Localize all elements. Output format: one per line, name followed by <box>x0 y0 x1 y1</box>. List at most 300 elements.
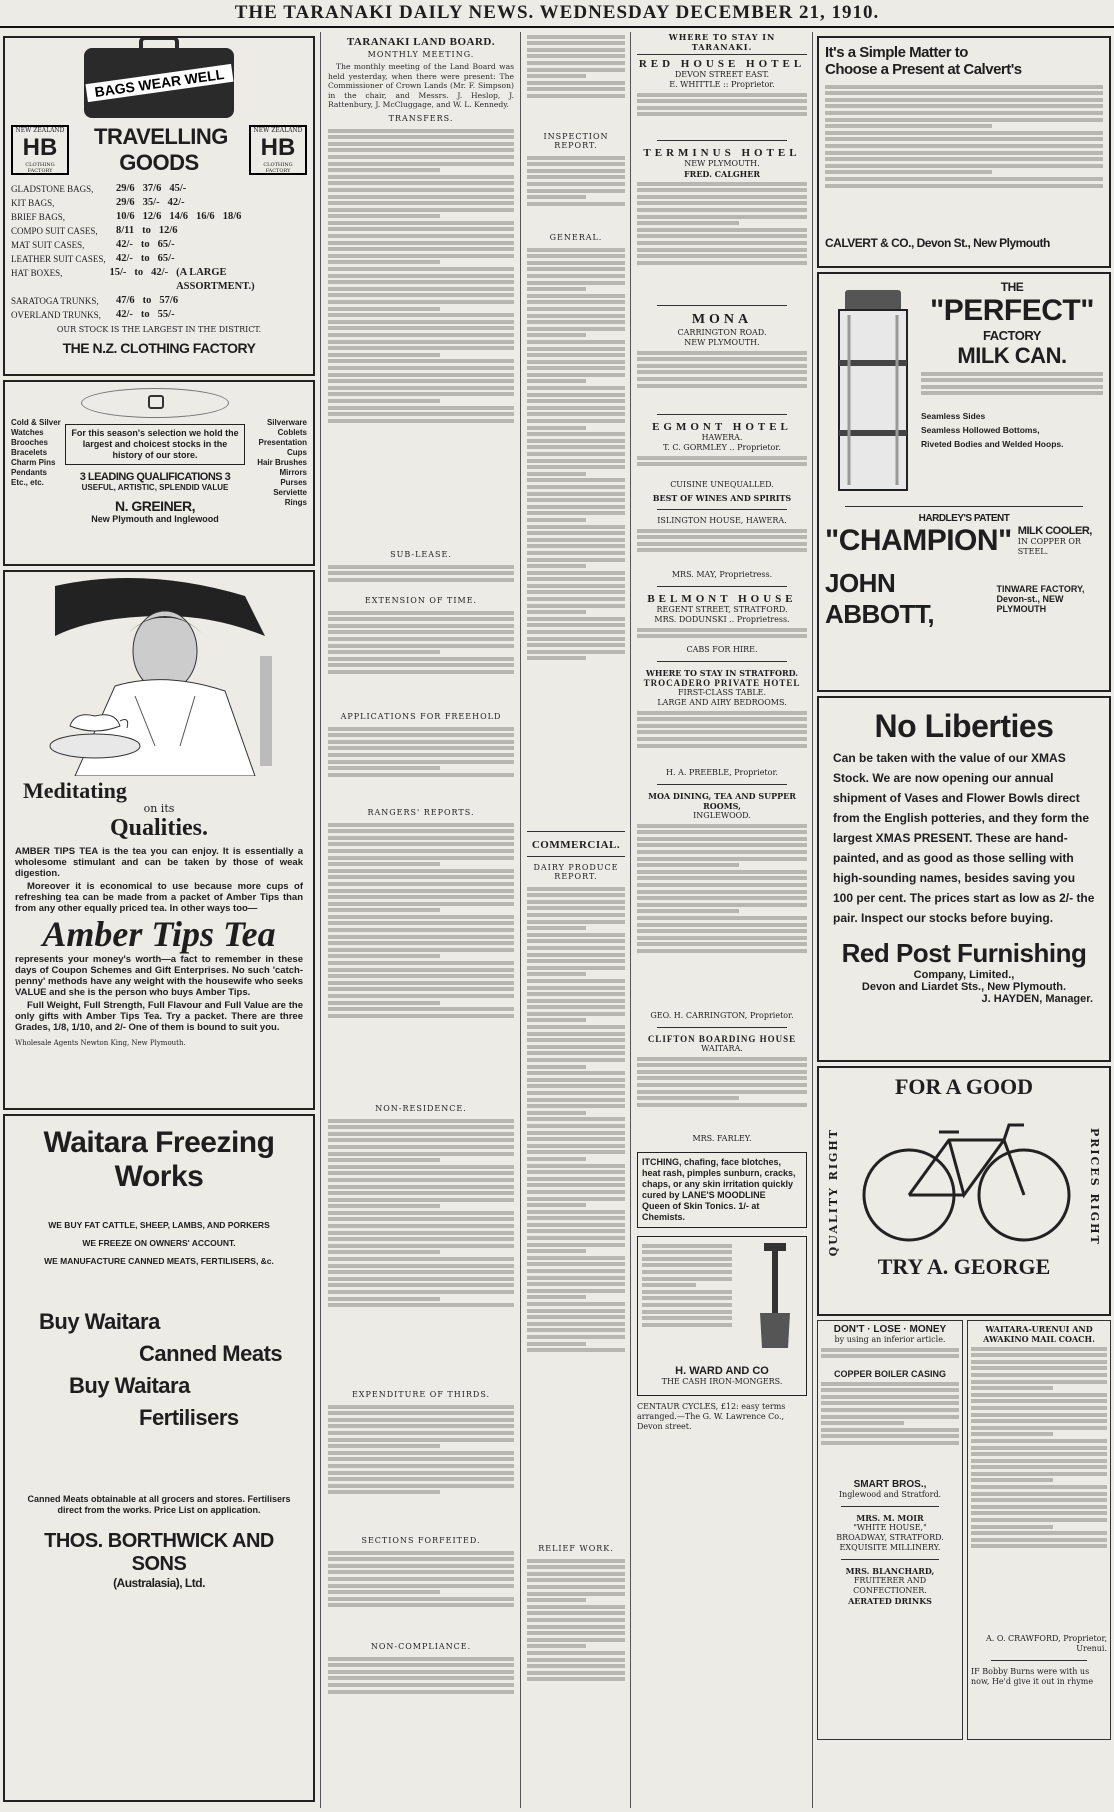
text-line <box>971 1538 1107 1542</box>
waitara-title-1: Waitara Freezing <box>43 1126 275 1159</box>
text-line <box>527 169 625 173</box>
heading-nonresidence: NON-RESIDENCE. <box>375 1103 467 1113</box>
text-line <box>328 981 514 985</box>
copper-boiler: COPPER BOILER CASING <box>833 1369 946 1379</box>
column-4 <box>634 32 810 1808</box>
bracelet-icon <box>81 388 229 418</box>
heading-transfers: TRANSFERS. <box>388 113 454 123</box>
text-line <box>328 1158 440 1162</box>
text-line <box>328 1603 514 1607</box>
text-line <box>328 412 514 416</box>
calvert-ad <box>817 36 1111 268</box>
text-line <box>642 1316 732 1320</box>
text-line <box>328 928 514 932</box>
text-line <box>825 164 1103 168</box>
abbott-name: JOHN ABBOTT, <box>825 568 935 629</box>
text-line <box>527 340 625 344</box>
text-line <box>642 1283 696 1287</box>
greiner-item: Pendants <box>11 468 48 477</box>
text-line <box>637 1103 807 1107</box>
cuisine: CUISINE UNEQUALLED. <box>670 480 774 489</box>
text-line <box>637 628 807 632</box>
text-line <box>328 300 514 304</box>
nz-clothing-ad <box>3 36 315 376</box>
text-line <box>527 939 625 943</box>
text-line <box>527 630 625 634</box>
text-line <box>328 1551 514 1555</box>
text-line <box>527 1018 586 1022</box>
text-line <box>328 895 514 899</box>
text-line <box>821 1428 959 1432</box>
carrington: GEO. H. CARRINGTON, Proprietor. <box>650 1011 794 1020</box>
text-line <box>527 1585 625 1589</box>
text-line <box>637 93 807 97</box>
text-line <box>971 1432 1053 1436</box>
text-line <box>527 1658 625 1662</box>
text-line <box>642 1270 732 1274</box>
text-line <box>328 915 514 919</box>
text-line <box>527 992 625 996</box>
text-line <box>328 1264 514 1268</box>
red-post-firm: Red Post Furnishing <box>841 938 1087 968</box>
text-line <box>527 261 625 265</box>
john-abbott-ad <box>817 272 1111 692</box>
text-line <box>637 529 807 533</box>
smart-address: Inglewood and Stratford. <box>838 1490 942 1499</box>
text-line <box>328 307 440 311</box>
text-line <box>328 1597 514 1601</box>
text-line <box>637 384 807 388</box>
text-line <box>527 1302 625 1306</box>
text-line <box>527 1295 586 1299</box>
text-line <box>527 1150 625 1154</box>
text-line <box>527 1216 625 1220</box>
general-body <box>527 245 625 825</box>
text-line <box>328 882 514 886</box>
text-line <box>328 287 514 291</box>
george-bicycle-ad <box>817 1066 1111 1316</box>
calvert-headline-2: Choose a Present at Calvert's <box>825 61 1022 78</box>
text-line <box>328 836 514 840</box>
text-line <box>971 1492 1107 1496</box>
text-line <box>637 208 807 212</box>
text-line <box>921 372 1103 376</box>
text-line <box>328 346 514 350</box>
text-line <box>328 1171 514 1175</box>
text-line <box>328 373 514 377</box>
text-line <box>527 597 625 601</box>
text-line <box>328 280 514 284</box>
text-line <box>328 1418 514 1422</box>
text-line <box>328 386 514 390</box>
price-row: BRIEF BAGS, 10/6 12/6 14/6 16/6 18/6 <box>11 211 242 222</box>
moir-millinery: EXQUISITE MILLINERY. <box>839 1543 941 1552</box>
text-line <box>642 1250 732 1254</box>
text-line <box>527 1572 625 1576</box>
belmont-body <box>637 625 807 645</box>
greiner-name: N. GREINER, <box>114 498 196 514</box>
red-post-body: Can be taken with the value of our XMAS Stock. We are now opening our annual shipment of Vases and Flower Bowls direct from the English potteries, and they form the largest XMAS PRESENT. These are hand-painted, and as good as those selling with high-sounding names, besides saving you 100 per cent. The prices start as low as 2/- the pair. Inspect our stocks before buying. <box>833 751 1095 925</box>
text-line <box>527 498 625 502</box>
text-line <box>825 157 1103 161</box>
text-line <box>825 184 1103 188</box>
clifton-house: CLIFTON BOARDING HOUSE <box>647 1034 797 1044</box>
text-line <box>527 492 625 496</box>
text-line <box>328 379 514 383</box>
amber-headline-1: Meditating <box>23 778 127 803</box>
inspection-body <box>527 153 625 233</box>
text-line <box>527 953 625 957</box>
text-line <box>328 214 440 218</box>
text-line <box>328 766 440 770</box>
text-line <box>527 61 625 65</box>
text-line <box>328 994 514 998</box>
text-line <box>527 966 625 970</box>
column-3 <box>524 32 628 1808</box>
text-line <box>971 1380 1107 1384</box>
text-line <box>328 670 514 674</box>
borthwick-sub: (Australasia), Ltd. <box>113 1576 205 1590</box>
text-line <box>527 307 625 311</box>
text-line <box>527 564 586 568</box>
text-line <box>821 1388 959 1392</box>
text-line <box>642 1244 732 1248</box>
text-line <box>328 392 514 396</box>
text-line <box>637 857 807 861</box>
bedrooms: LARGE AND AIRY BEDROOMS. <box>657 698 787 707</box>
fertilisers: Fertilisers <box>139 1405 239 1430</box>
text-line <box>637 634 807 638</box>
text-line <box>328 842 514 846</box>
text-line <box>527 544 625 548</box>
greiner-item: Cold & Silver <box>11 418 61 427</box>
text-line <box>527 294 625 298</box>
text-line <box>328 644 514 648</box>
text-line <box>637 843 807 847</box>
text-line <box>527 1309 625 1313</box>
moir-name: MRS. M. MOIR <box>856 1513 924 1523</box>
red-house-body <box>637 90 807 134</box>
commercial-title: COMMERCIAL. <box>531 839 621 851</box>
text-line <box>527 465 625 469</box>
greiner-item: Charm Pins <box>11 458 56 467</box>
text-line <box>328 1132 514 1136</box>
moa-town: INGLEWOOD. <box>693 811 751 820</box>
smart-sub: by using an inferior article. <box>834 1335 946 1344</box>
text-line <box>328 366 514 370</box>
text-line <box>637 1090 807 1094</box>
text-line <box>328 862 440 866</box>
text-line <box>328 1204 440 1208</box>
text-line <box>971 1347 1107 1351</box>
text-line <box>328 1570 514 1574</box>
borthwick: THOS. BORTHWICK AND SONS <box>44 1530 274 1575</box>
text-line <box>637 949 807 953</box>
text-line <box>527 1065 586 1069</box>
text-line <box>527 360 625 364</box>
rangers-body <box>328 820 514 1100</box>
belmont-address: REGENT STREET, STRATFORD. <box>656 605 788 614</box>
text-line <box>527 432 625 436</box>
text-line <box>328 565 514 569</box>
text-line <box>821 1382 959 1386</box>
text-line <box>527 558 625 562</box>
ward-body <box>642 1241 732 1361</box>
text-line <box>637 188 807 192</box>
text-line <box>527 1236 625 1240</box>
abbott-feature-3: Riveted Bodies and Welded Hoops. <box>921 439 1064 449</box>
text-line <box>527 623 625 627</box>
text-line <box>637 896 807 900</box>
text-line <box>527 248 625 252</box>
abbott-tinware: TINWARE FACTORY, <box>996 584 1085 594</box>
text-line <box>527 1005 625 1009</box>
text-line <box>328 948 514 952</box>
text-line <box>328 406 514 410</box>
text-line <box>637 248 807 252</box>
text-line <box>328 1257 514 1261</box>
text-line <box>637 99 807 103</box>
text-line <box>527 379 586 383</box>
text-line <box>637 837 807 841</box>
text-line <box>328 829 514 833</box>
blanchard-drinks: AERATED DRINKS <box>848 1596 932 1606</box>
text-line <box>328 353 440 357</box>
text-line <box>527 1223 625 1227</box>
text-line <box>637 870 807 874</box>
moir-shop: "WHITE HOUSE," <box>853 1523 927 1532</box>
waitara-footer: Canned Meats obtainable at all grocers and stores. Fertilisers direct from the works. Price List on application. <box>27 1494 291 1515</box>
text-line <box>527 571 625 575</box>
buy-waitara-1: Buy Waitara <box>39 1309 160 1334</box>
text-line <box>527 538 625 542</box>
text-line <box>527 1631 625 1635</box>
text-line <box>971 1393 1107 1397</box>
text-line <box>527 1598 586 1602</box>
text-line <box>328 773 514 777</box>
text-line <box>328 1477 514 1481</box>
text-line <box>328 1244 514 1248</box>
text-line <box>328 333 514 337</box>
text-line <box>328 1014 514 1018</box>
text-line <box>825 91 1103 95</box>
text-line <box>637 542 807 546</box>
text-line <box>642 1290 732 1294</box>
nonresidence-body <box>328 1116 514 1386</box>
red-house-address: DEVON STREET EAST. <box>674 70 770 79</box>
mona-road: CARRINGTON ROAD. <box>677 328 767 337</box>
text-line <box>527 81 625 85</box>
text-line <box>527 162 625 166</box>
calvert-body <box>825 82 1103 232</box>
belmont-proprietor: MRS. DODUNSKI .. Proprietress. <box>654 615 790 624</box>
text-line <box>637 261 807 265</box>
heading-general: GENERAL. <box>549 233 603 242</box>
text-line <box>637 1096 739 1100</box>
text-line <box>527 1262 625 1266</box>
land-board-sub: MONTHLY MEETING. <box>367 50 475 59</box>
text-line <box>637 377 807 381</box>
heading-forfeited: SECTIONS FORFEITED. <box>361 1535 481 1545</box>
text-line <box>527 1117 625 1121</box>
text-line <box>971 1452 1107 1456</box>
text-line <box>527 54 625 58</box>
text-line <box>527 959 625 963</box>
text-line <box>328 875 514 879</box>
amber-para-1: AMBER TIPS TEA is the tea you can enjoy. It is essentially a wholesome stimulant and can be taken by those of weak digestion. <box>15 846 303 879</box>
greiner-left-list <box>11 388 61 524</box>
text-line <box>328 1690 514 1694</box>
abbott-milk-can: MILK CAN. <box>957 343 1067 368</box>
text-line <box>527 531 625 535</box>
text-line <box>527 333 586 337</box>
centaur-ad: CENTAUR CYCLES, £12: easy terms arranged.—The G. W. Lawrence Co., Devon street. <box>637 1402 786 1431</box>
for-a-good: FOR A GOOD <box>894 1074 1034 1099</box>
text-line <box>971 1498 1107 1502</box>
blanchard-name: MRS. BLANCHARD, <box>845 1566 935 1576</box>
mail-coach-proprietor: A. O. CRAWFORD, Proprietor, Urenui. <box>986 1634 1107 1653</box>
terminus-body <box>637 179 807 299</box>
text-line <box>642 1263 732 1267</box>
text-line <box>637 863 739 867</box>
text-line <box>527 893 625 897</box>
text-line <box>971 1419 1107 1423</box>
text-line <box>527 386 625 390</box>
text-line <box>328 234 514 238</box>
text-line <box>527 347 625 351</box>
text-line <box>637 1057 807 1061</box>
red-post-ad <box>817 696 1111 1062</box>
text-line <box>971 1478 1053 1482</box>
text-line <box>825 131 1103 135</box>
price-row: KIT BAGS, 29/6 35/- 42/- <box>11 197 185 208</box>
abbott-body <box>921 369 1103 409</box>
text-line <box>971 1505 1107 1509</box>
text-line <box>328 313 514 317</box>
abbott-perfect: "PERFECT" <box>930 294 1094 327</box>
text-line <box>527 412 625 416</box>
greiner-item: Purses <box>280 478 307 487</box>
greiner-town: New Plymouth and Inglewood <box>91 514 219 524</box>
price-row: LEATHER SUIT CASES, 42/- to 65/- <box>11 253 175 264</box>
greiner-item: Serviette <box>273 488 307 497</box>
text-line <box>328 1577 514 1581</box>
text-line <box>637 1063 807 1067</box>
text-line <box>527 1104 625 1108</box>
text-line <box>328 419 514 423</box>
text-line <box>328 1277 514 1281</box>
price-row: GLADSTONE BAGS, 29/6 37/6 45/- <box>11 183 187 194</box>
text-line <box>637 221 739 225</box>
text-line <box>328 221 514 225</box>
text-line <box>971 1413 1107 1417</box>
ward-name: H. WARD AND CO <box>675 1365 769 1377</box>
greiner-item: Mirrors <box>279 468 307 477</box>
text-line <box>527 1565 625 1569</box>
buy-waitara-2: Buy Waitara <box>69 1373 190 1398</box>
text-line <box>971 1426 1107 1430</box>
text-line <box>527 986 625 990</box>
text-line <box>637 370 807 374</box>
text-line <box>527 1091 625 1095</box>
text-line <box>328 1297 440 1301</box>
smart-body-1 <box>821 1345 959 1369</box>
tea-lady-illustration <box>15 576 303 776</box>
text-line <box>825 85 1103 89</box>
text-line <box>328 823 514 827</box>
text-line <box>527 1038 625 1042</box>
text-line <box>328 733 514 737</box>
text-line <box>328 571 514 575</box>
amber-headline-2: on its <box>143 802 175 815</box>
quality-right: QUALITY RIGHT <box>827 1128 840 1257</box>
text-line <box>527 1269 625 1273</box>
text-line <box>328 746 514 750</box>
text-line <box>328 162 514 166</box>
text-line <box>527 1664 625 1668</box>
terminus-proprietor: FRED. CALGHER <box>684 169 760 179</box>
greiner-item: Cups <box>287 448 307 457</box>
clifton-body <box>637 1054 807 1134</box>
column-2 <box>324 32 518 1808</box>
heading-rangers: RANGERS' REPORTS. <box>367 807 475 817</box>
text-line <box>328 1303 514 1307</box>
land-board-intro: The monthly meeting of the Land Board was held yesterday, when there were present: The Commissioner of Crown Lands (Mr. F. Simpson) in the chair, and Messrs. J. Heslop, J. Rattenbury, J. McCluggage, and W. L. Kennedy. <box>328 62 514 110</box>
text-line <box>527 1559 625 1563</box>
text-line <box>527 1276 625 1280</box>
clifton-town: WAITARA. <box>701 1044 743 1053</box>
spade-icon <box>750 1243 800 1353</box>
transfers-body <box>328 126 514 546</box>
text-line <box>527 393 625 397</box>
lanes-ad: ITCHING, chafing, face blotches, heat rash, pimples sunburn, cracks, chaps, or any skin irritation quickly cured by LANE'S MOODLINE <box>642 1157 796 1200</box>
greiner-item: Hair Brushes <box>257 458 307 467</box>
text-line <box>527 267 625 271</box>
text-line <box>328 201 514 205</box>
text-line <box>527 189 625 193</box>
text-line <box>527 87 625 91</box>
text-line <box>328 1490 440 1494</box>
greiner-item: Presentation <box>258 438 307 447</box>
text-line <box>637 241 807 245</box>
red-house-hotel: RED HOUSE HOTEL <box>638 58 806 70</box>
text-line <box>527 182 625 186</box>
text-line <box>328 617 514 621</box>
relief-work-title: RELIEF WORK. <box>538 1544 614 1553</box>
text-line <box>527 1210 625 1214</box>
dairy-report-title: DAIRY PRODUCE REPORT. <box>533 863 619 881</box>
moir-address: BROADWAY, STRATFORD. <box>836 1533 944 1542</box>
text-line <box>642 1257 732 1261</box>
text-line <box>642 1303 732 1307</box>
text-line <box>527 35 625 39</box>
red-post-manager: J. HAYDEN, Manager. <box>981 993 1093 1005</box>
text-line <box>328 1185 514 1189</box>
text-line <box>637 254 807 258</box>
text-line <box>971 1360 1107 1364</box>
moa-body <box>637 821 807 1011</box>
text-line <box>527 327 625 331</box>
text-line <box>637 830 807 834</box>
text-line <box>328 168 440 172</box>
text-line <box>971 1366 1107 1370</box>
text-line <box>527 1677 625 1681</box>
text-line <box>527 406 625 410</box>
text-line <box>328 630 514 634</box>
amber-brand: Amber Tips Tea <box>42 914 276 954</box>
text-line <box>527 1157 586 1161</box>
text-line <box>527 1071 625 1075</box>
